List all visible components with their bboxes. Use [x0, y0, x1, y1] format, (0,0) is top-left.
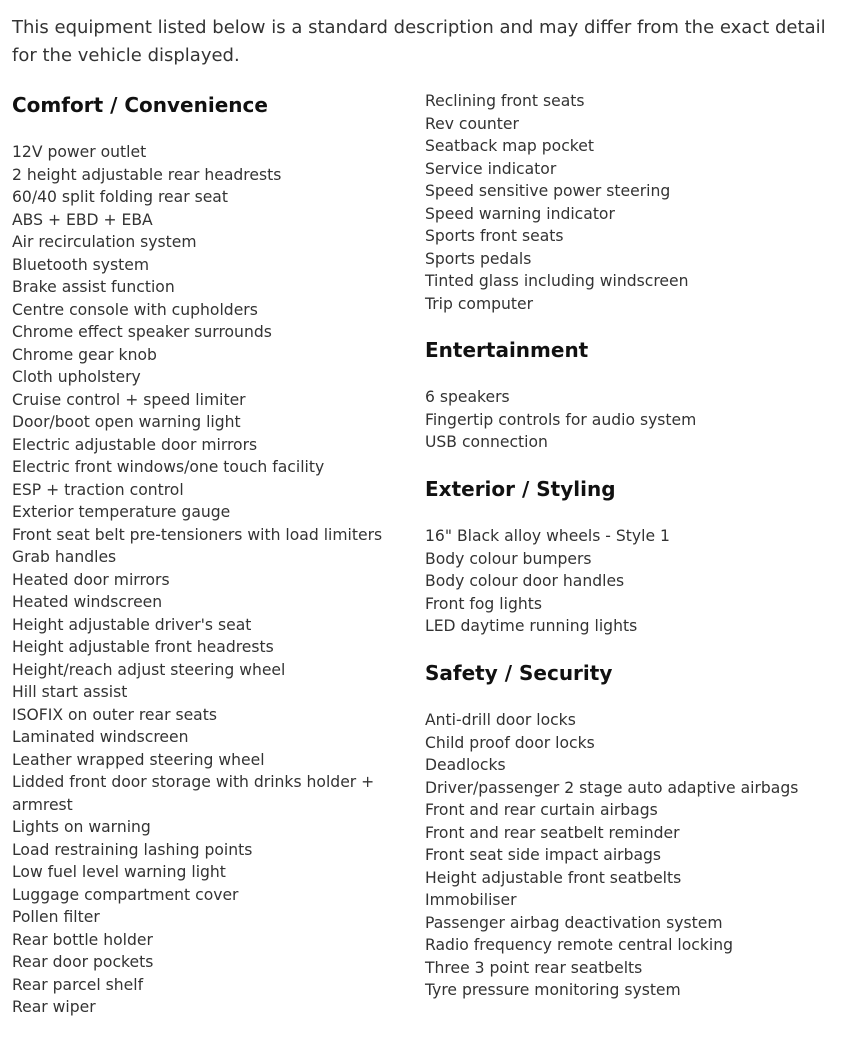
list-item: Height adjustable driver's seat: [12, 615, 252, 634]
list-item: Cruise control + speed limiter: [12, 390, 246, 409]
list-item: Service indicator: [425, 159, 557, 178]
list-item: 12V power outlet: [12, 143, 147, 161]
list-item: Cloth upholstery: [12, 368, 141, 386]
list-item: Height adjustable front headrests: [12, 638, 274, 656]
list-item: Reclining front seats: [425, 92, 585, 110]
list-item: Driver/passenger 2 stage auto adaptive airbags: [425, 778, 799, 797]
list-item: Chrome gear knob: [12, 345, 157, 364]
list-item: 6 speakers: [425, 388, 510, 406]
safety-list: [425, 709, 845, 1002]
list-item: Air recirculation system: [12, 233, 197, 251]
list-item: Three 3 point rear seatbelts: [425, 958, 643, 977]
list-item: Passenger airbag deactivation system: [425, 913, 723, 932]
list-item: Radio frequency remote central locking: [425, 936, 734, 954]
list-item: Trip computer: [425, 294, 534, 313]
list-item: Door/boot open warning light: [12, 413, 241, 431]
list-item: Child proof door locks: [425, 733, 595, 752]
list-item: Chrome effect speaker surrounds: [12, 323, 272, 341]
section-title-comfort: Comfort / Convenience: [12, 93, 268, 117]
list-item: ISOFIX on outer rear seats: [12, 705, 217, 724]
list-item: Front and rear seatbelt reminder: [425, 823, 680, 842]
list-item: Luggage compartment cover: [12, 885, 239, 904]
list-item: Sports pedals: [425, 249, 532, 268]
list-item: Sports front seats: [425, 227, 564, 245]
list-item: Fingertip controls for audio system: [425, 410, 697, 429]
list-item: Electric front windows/one touch facility: [12, 458, 325, 476]
list-item: Centre console with cupholders: [12, 300, 258, 319]
list-item: ABS + EBD + EBA: [12, 210, 153, 229]
list-item: Exterior temperature gauge: [12, 503, 231, 521]
list-item: Tyre pressure monitoring system: [425, 981, 681, 999]
list-item: Bluetooth system: [12, 255, 150, 274]
list-item: Front fog lights: [425, 594, 542, 613]
section-title-exterior: Exterior / Styling: [425, 477, 616, 501]
list-item: Leather wrapped steering wheel: [12, 750, 265, 769]
list-item: Front seat side impact airbags: [425, 846, 662, 864]
list-item: Lights on warning: [12, 818, 151, 836]
list-item: Speed warning indicator: [425, 204, 615, 223]
list-item: Deadlocks: [425, 756, 506, 774]
list-item: Heated windscreen: [12, 593, 163, 611]
list-item: Body colour bumpers: [425, 549, 592, 568]
list-item: Tinted glass including windscreen: [425, 272, 689, 290]
comfort-continued-list: [425, 90, 845, 315]
list-item: Speed sensitive power steering: [425, 182, 671, 200]
list-item: Rear bottle holder: [12, 930, 153, 949]
list-item: Lidded front door storage with drinks holder + armrest: [12, 773, 375, 814]
list-item: Electric adjustable door mirrors: [12, 435, 258, 454]
list-item: Rev counter: [425, 114, 519, 133]
list-item: Height/reach adjust steering wheel: [12, 660, 286, 679]
list-item: ESP + traction control: [12, 480, 184, 499]
entertainment-list: [425, 386, 845, 454]
list-item: Anti-drill door locks: [425, 711, 576, 729]
disclaimer-text: This equipment listed below is a standard description and may differ from the exact detail for the vehicle displayed.: [12, 17, 826, 66]
list-item: Pollen filter: [12, 908, 100, 926]
list-item: Brake assist function: [12, 278, 175, 296]
list-item: Body colour door handles: [425, 572, 625, 590]
list-item: Front seat belt pre-tensioners with load limiters: [12, 525, 383, 544]
list-item: Heated door mirrors: [12, 570, 170, 589]
list-item: LED daytime running lights: [425, 617, 638, 635]
section-title-entertainment: Entertainment: [425, 338, 589, 362]
list-item: Seatback map pocket: [425, 137, 594, 155]
list-item: Rear door pockets: [12, 953, 154, 971]
list-item: Hill start assist: [12, 683, 128, 701]
list-item: Grab handles: [12, 548, 117, 566]
list-item: Immobiliser: [425, 891, 517, 909]
list-item: Rear wiper: [12, 998, 96, 1016]
list-item: 60/40 split folding rear seat: [12, 188, 228, 206]
list-item: Low fuel level warning light: [12, 863, 226, 881]
list-item: Load restraining lashing points: [12, 840, 253, 859]
exterior-list: [425, 525, 845, 638]
list-item: Front and rear curtain airbags: [425, 801, 658, 819]
comfort-list: [12, 141, 392, 1019]
list-item: Rear parcel shelf: [12, 975, 144, 994]
list-item: 16" Black alloy wheels - Style 1: [425, 527, 670, 545]
section-title-safety: Safety / Security: [425, 661, 613, 685]
list-item: Height adjustable front seatbelts: [425, 868, 682, 887]
list-item: Laminated windscreen: [12, 728, 189, 746]
list-item: USB connection: [425, 433, 548, 451]
list-item: 2 height adjustable rear headrests: [12, 165, 282, 184]
